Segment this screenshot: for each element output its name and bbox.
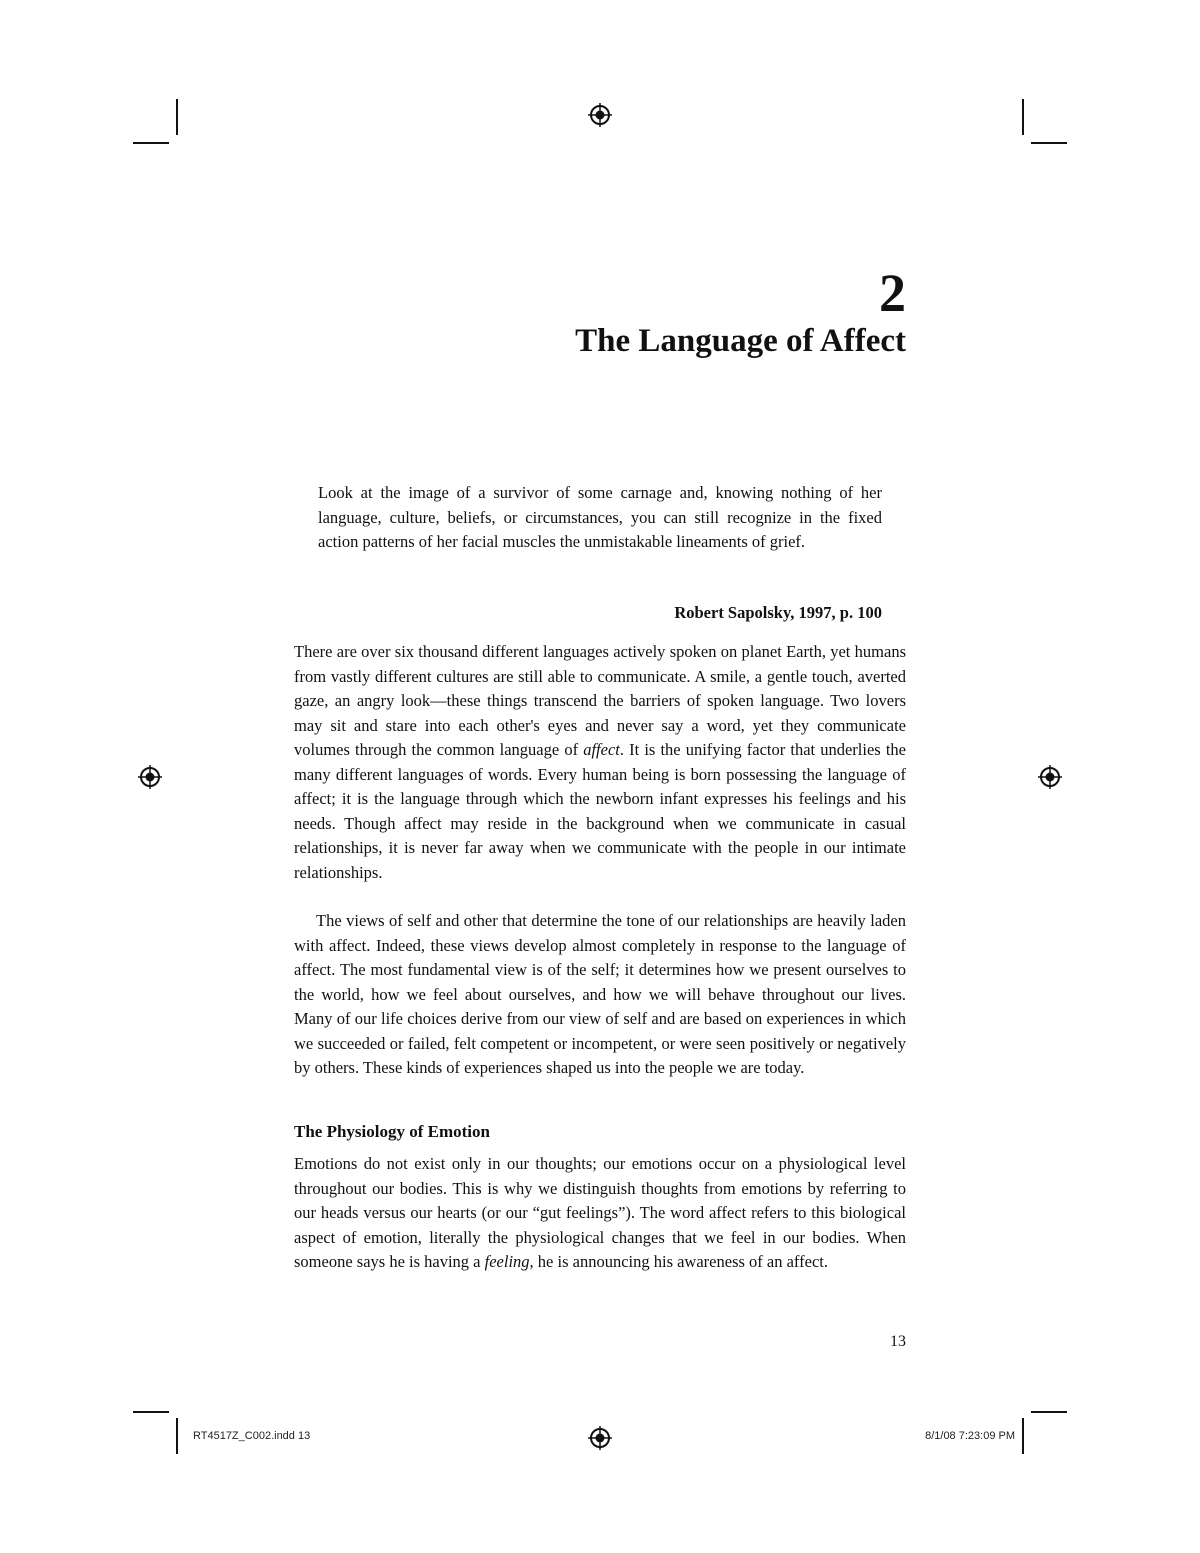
- crop-mark-bottom-right-vertical: [1022, 1418, 1024, 1454]
- crop-mark-bottom-right-horizontal: [1031, 1411, 1067, 1413]
- italic-term-feeling: feeling: [484, 1252, 530, 1271]
- body-paragraph-1-part-b: . It is the unifying factor that underlies the many different languages of words. Every human being is born possessing the language of affect; it is the language through which the newborn infant expresses his feelings and his needs. Though affect may reside in the background when we communicate in casual relationships, it is never far away when we communicate with the people in our intimate relationships.: [294, 740, 906, 882]
- crop-mark-top-right-horizontal: [1031, 142, 1067, 144]
- chapter-number: 2: [879, 263, 906, 323]
- body-paragraph-3-part-a: Emotions do not exist only in our thoughts; our emotions occur on a physiological level throughout our bodies. This is why we distinguish thoughts from emotions by referring to our heads versus our hearts (or our “gut feelings”). The word affect refers to this biological aspect of emotion, literally the physiological changes that we feel in our bodies. When someone says he is having a: [294, 1154, 906, 1271]
- epigraph-quote: Look at the image of a survivor of some carnage and, knowing nothing of her language, culture, beliefs, or circumstances, you can still recognize in the fixed action patterns of her facial muscles the unmistakable lineaments of grief.: [318, 483, 882, 551]
- body-paragraph-3-part-b: , he is announcing his awareness of an affect.: [529, 1252, 828, 1271]
- crop-mark-top-right-vertical: [1022, 99, 1024, 135]
- crop-mark-top-left-vertical: [176, 99, 178, 135]
- page-number: 13: [890, 1333, 906, 1350]
- crop-mark-bottom-left-horizontal: [133, 1411, 169, 1413]
- body-paragraph-1-part-a: There are over six thousand different languages actively spoken on planet Earth, yet humans from vastly different cultures are still able to communicate. A smile, a gentle touch, averted gaze, an angry look—these things transcend the barriers of spoken language. Two lovers may sit and stare into each other's eyes and never say a word, yet they communicate volumes through the common language of: [294, 642, 906, 759]
- body-paragraph-2: The views of self and other that determine the tone of our relationships are heavily laden with affect. Indeed, these views develop almost completely in response to the language of affect. The most fundamental view is of the self; it determines how we present ourselves to the world, how we feel about ourselves, and how we will behave throughout our lives. Many of our life choices derive from our view of self and are based on experiences in which we succeeded or failed, felt competent or incompetent, or were seen positively or negatively by others. These kinds of experiences shaped us into the people we are today.: [294, 911, 906, 1077]
- slug-file-info: RT4517Z_C002.indd 13: [193, 1430, 311, 1442]
- italic-term-affect: affect: [583, 740, 620, 759]
- crop-mark-bottom-left-vertical: [176, 1418, 178, 1454]
- chapter-title: The Language of Affect: [575, 323, 906, 359]
- section-heading: The Physiology of Emotion: [294, 1122, 490, 1141]
- epigraph-attribution: Robert Sapolsky, 1997, p. 100: [674, 603, 882, 622]
- slug-timestamp: 8/1/08 7:23:09 PM: [925, 1430, 1015, 1442]
- registration-mark-icon: [587, 1425, 613, 1451]
- crop-mark-top-left-horizontal: [133, 142, 169, 144]
- body-paragraph-3: [294, 1152, 906, 1275]
- body-paragraph-1: [294, 640, 906, 885]
- registration-mark-icon: [1037, 764, 1063, 790]
- registration-mark-icon: [137, 764, 163, 790]
- registration-mark-icon: [587, 102, 613, 128]
